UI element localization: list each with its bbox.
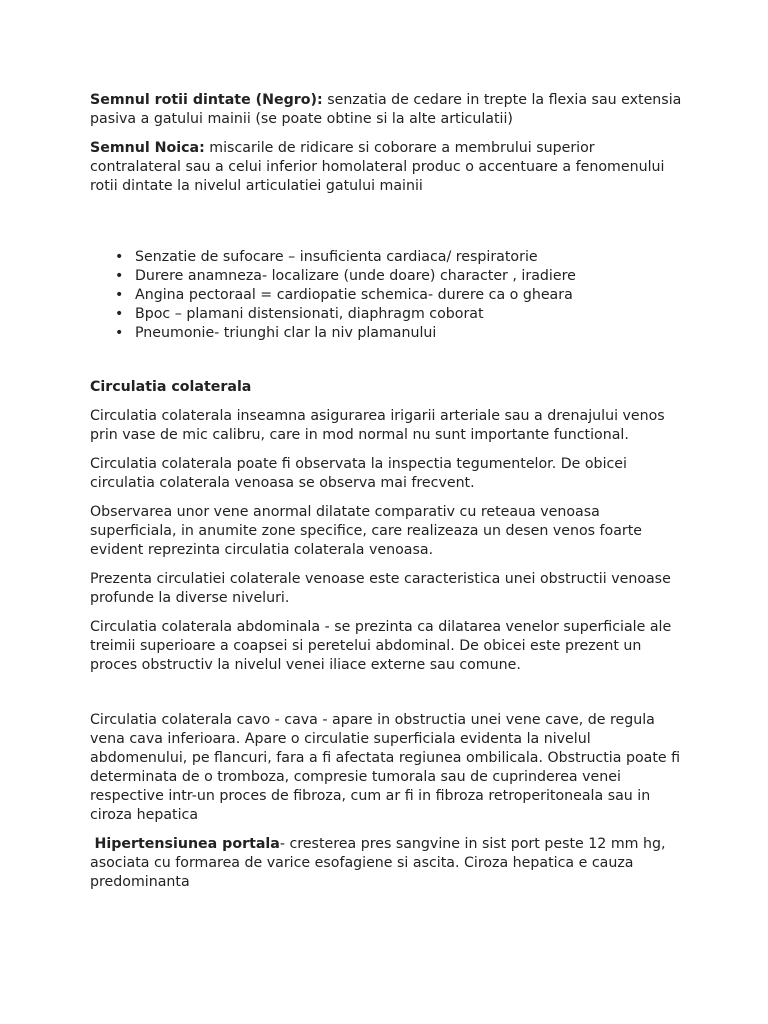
list-item: • Pneumonie- triunghi clar la niv plamanului: [90, 324, 690, 343]
term-negro-sign: Semnul rotii dintate (Negro):: [90, 92, 323, 108]
symptom-bullet-list: [90, 248, 690, 343]
paragraph: Observarea unor vene anormal dilatate comparativ cu reteaua venoasa superficiala, in anumite zone specifice, care realizeaza un desen venos foarte evident reprezinta circulatia colaterala venoasa.: [90, 504, 643, 558]
document-body: [90, 91, 690, 892]
list-item: • Angina pectoraal = cardiopatie schemica- durere ca o gheara: [90, 286, 690, 305]
term-portal-hypertension: Hipertensiunea portala: [94, 836, 280, 852]
paragraph: Circulatia colaterala cavo - cava - apare in obstructia unei vene cave, de regula vena cava inferioara. Apare o circulatie superficiala evidenta la nivelul abdomenului, pe flancuri, fara a fi afectata regiunea ombilicala. Obstructia poate fi determinata de o tromboza, compresie tumorala sau de cuprinderea venei respective intr-un proces de fibroza, cum ar fi in fibroza retroperitoneala sau in ciroza hepatica: [90, 712, 681, 823]
list-item: • Senzatie de sufocare – insuficienta cardiaca/ respiratorie: [90, 248, 690, 267]
term-noica-sign: Semnul Noica:: [90, 140, 205, 156]
list-item: • Durere anamneza- localizare (unde doare) character , iradiere: [90, 267, 690, 286]
paragraph-noica-sign: [90, 139, 690, 196]
definition-portal-hypertension: - cresterea pres sangvine in sist port peste 12 mm hg, asociata cu formarea de varice esofagiene si ascita. Ciroza hepatica e cauza predominanta: [90, 836, 666, 890]
paragraph-portal-hypertension: [90, 835, 690, 892]
list-item: • Bpoc – plamani distensionati, diaphragm coborat: [90, 305, 690, 324]
definition-noica-sign: miscarile de ridicare si coborare a membrului superior contralateral sau a celui inferior homolateral produc o accentuare a fenomenului rotii dintate la nivelul articulatiei gatului mainii: [90, 140, 665, 194]
section-heading: Circulatia colaterala: [90, 379, 252, 395]
paragraph: Circulatia colaterala abdominala - se prezinta ca dilatarea venelor superficiale ale treimii superioare a coapsei si peretelui abdominal. De obicei este prezent un proces obstructiv la nivelul venei iliace externe sau comune.: [90, 619, 672, 673]
definition-negro-sign: senzatia de cedare in trepte la flexia sau extensia pasiva a gatului mainii (se poate obtine si la alte articulatii): [90, 92, 682, 127]
paragraph: Circulatia colaterala poate fi observata la inspectia tegumentelor. De obicei circulatia colaterala venoasa se observa mai frecvent.: [90, 456, 627, 491]
paragraph: Prezenta circulatiei colaterale venoase este caracteristica unei obstructii venoase profunde la diverse niveluri.: [90, 571, 671, 606]
paragraph: Circulatia colaterala inseamna asigurarea irigarii arteriale sau a drenajului venos prin vase de mic calibru, care in mod normal nu sunt importante functional.: [90, 408, 665, 443]
paragraph-negro-sign: [90, 91, 690, 129]
